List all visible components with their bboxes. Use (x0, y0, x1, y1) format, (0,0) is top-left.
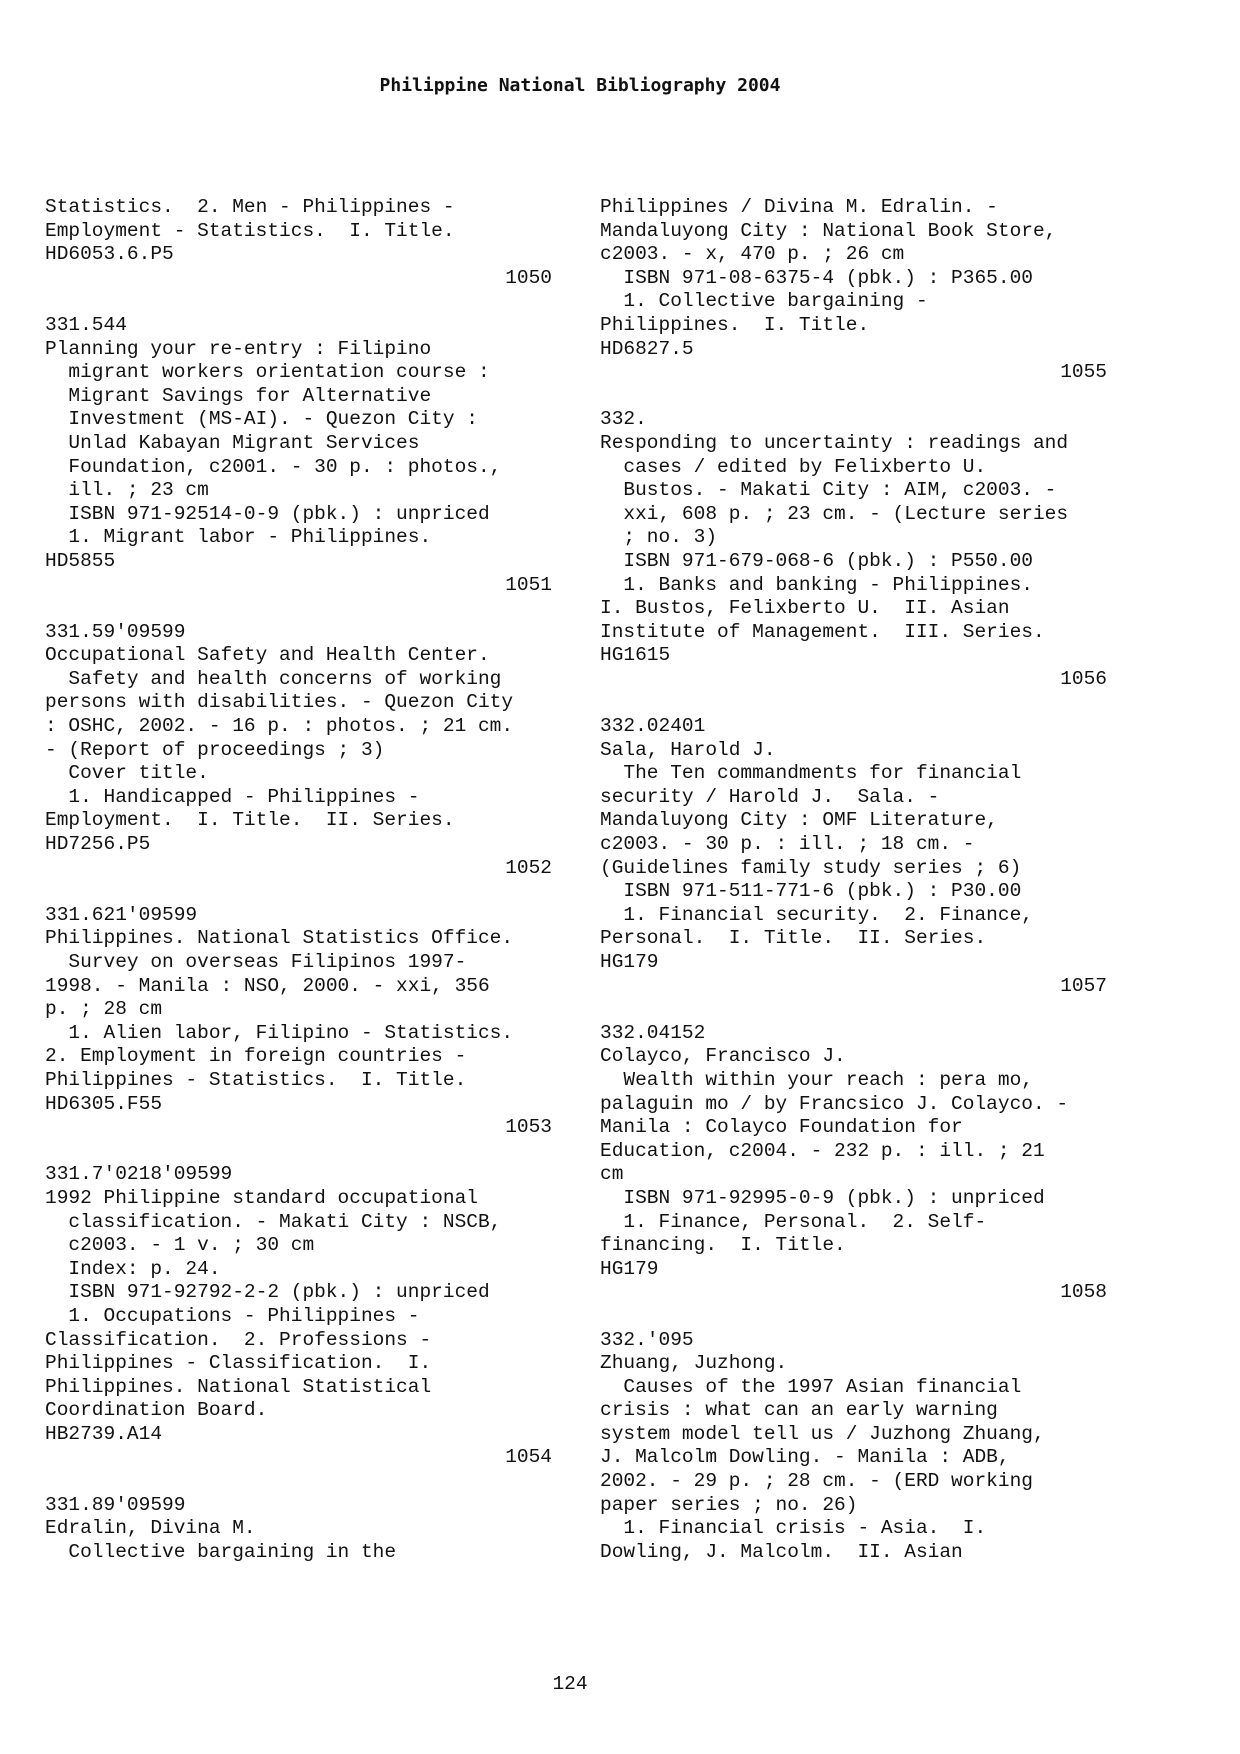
entry-number: 1053 (505, 1116, 552, 1139)
entry-line: HG179 (600, 1257, 659, 1280)
entry-line: 1992 Philippine standard occupational (45, 1186, 478, 1209)
page-number: 124 (552, 1673, 588, 1695)
entry-line: 1. Handicapped - Philippines - (45, 785, 420, 808)
entry-line: ISBN 971-08-6375-4 (pbk.) : P365.00 (600, 266, 1033, 289)
entry-line: p. ; 28 cm (45, 998, 163, 1021)
entry-line: classification. - Makati City : NSCB, (45, 1210, 502, 1233)
entry-line: Investment (MS-AI). - Quezon City : (45, 408, 478, 431)
bibliography-entry (45, 904, 565, 1164)
entry-number: 1056 (1060, 667, 1107, 690)
entry-line: c2003. - x, 470 p. ; 26 cm (600, 243, 905, 266)
entry-line: Safety and health concerns of working (45, 667, 502, 690)
entry-line: security / Harold J. Sala. - (600, 785, 940, 808)
entry-line: migrant workers orientation course : (45, 361, 490, 384)
entry-line: Education, c2004. - 232 p. : ill. ; 21 (600, 1139, 1045, 1162)
entry-line: Mandaluyong City : OMF Literature, (600, 809, 998, 832)
entry-number: 1057 (1060, 974, 1107, 997)
entry-line: HG1615 (600, 644, 671, 667)
bibliography-entry (45, 196, 565, 314)
entry-line: 331.621'09599 (45, 903, 198, 926)
entry-line: 1. Collective bargaining - (600, 290, 928, 313)
entry-line: Planning your re-entry : Filipino (45, 337, 432, 360)
entry-line: Employment - Statistics. I. Title. (45, 219, 455, 242)
entry-line: ISBN 971-92995-0-9 (pbk.) : unpriced (600, 1186, 1045, 1209)
entry-line: Survey on overseas Filipinos 1997- (45, 951, 467, 973)
entry-line: 331.7'0218'09599 (45, 1163, 233, 1186)
entry-line: Wealth within your reach : pera mo, (600, 1068, 1033, 1091)
bibliography-entry (45, 621, 565, 904)
entry-line: 1. Banks and banking - Philippines. (600, 573, 1033, 596)
entry-line: Philippines - Statistics. I. Title. (45, 1068, 467, 1091)
entry-spacer (600, 691, 1120, 715)
entry-line: c2003. - 30 p. : ill. ; 18 cm. - (600, 833, 975, 856)
entry-line: Philippines / Divina M. Edralin. - (600, 196, 998, 218)
entry-line: palaguin mo / by Francsico J. Colayco. - (600, 1092, 1069, 1115)
bibliography-entry (600, 715, 1120, 1022)
entry-number: 1055 (1060, 361, 1107, 384)
entry-line: 1. Alien labor, Filipino - Statistics. (45, 1021, 514, 1044)
entry-line: Classification. 2. Professions - (45, 1328, 432, 1351)
entry-spacer (45, 1470, 565, 1494)
entry-spacer (600, 998, 1120, 1022)
entry-line: J. Malcolm Dowling. - Manila : ADB, (600, 1446, 1010, 1469)
bibliography-entry (45, 314, 565, 621)
entry-line: (Guidelines family study series ; 6) (600, 856, 1022, 879)
entry-line: 331.59'09599 (45, 620, 186, 643)
entry-spacer (600, 385, 1120, 409)
entry-line: Dowling, J. Malcolm. II. Asian (600, 1540, 963, 1563)
entry-line: HB2739.A14 (45, 1422, 163, 1445)
entry-line: xxi, 608 p. ; 23 cm. - (Lecture series (600, 502, 1069, 525)
entry-line: paper series ; no. 26) (600, 1493, 858, 1516)
entry-line: 332.02401 (600, 715, 706, 738)
entry-line: ISBN 971-92514-0-9 (pbk.) : unpriced (45, 502, 490, 525)
entry-number: 1050 (505, 266, 552, 289)
bibliography-entry (600, 1329, 1120, 1565)
entry-line: HD5855 (45, 549, 116, 572)
entry-line: crisis : what can an early warning (600, 1399, 998, 1422)
entry-line: Philippines. National Statistical (45, 1375, 432, 1398)
entry-line: I. Bustos, Felixberto U. II. Asian (600, 597, 1010, 620)
entry-line: 1. Finance, Personal. 2. Self- (600, 1210, 987, 1233)
entry-line: Philippines. National Statistics Office. (45, 927, 514, 950)
entry-line: Collective bargaining in the (45, 1540, 397, 1563)
entry-line: Colayco, Francisco J. (600, 1045, 846, 1068)
entry-line: Manila : Colayco Foundation for (600, 1116, 963, 1139)
entry-spacer (600, 1305, 1120, 1329)
entry-line: Sala, Harold J. (600, 738, 776, 761)
entry-line: 332. (600, 408, 647, 431)
entry-line: Occupational Safety and Health Center. (45, 644, 490, 667)
entry-line: 2002. - 29 p. ; 28 cm. - (ERD working (600, 1470, 1033, 1493)
entry-line: : OSHC, 2002. - 16 p. : photos. ; 21 cm. (45, 715, 514, 738)
entry-line: Edralin, Divina M. (45, 1517, 256, 1540)
entry-line: Migrant Savings for Alternative (45, 384, 432, 407)
entry-line: system model tell us / Juzhong Zhuang, (600, 1422, 1045, 1445)
entry-line: ISBN 971-511-771-6 (pbk.) : P30.00 (600, 880, 1022, 903)
entry-line: 331.544 (45, 313, 127, 336)
entry-line: ISBN 971-92792-2-2 (pbk.) : unpriced (45, 1281, 490, 1304)
entry-number: 1051 (505, 573, 552, 596)
entry-line: HD7256.P5 (45, 833, 151, 856)
entry-spacer (45, 880, 565, 904)
entry-line: ill. ; 23 cm (45, 479, 209, 502)
left-column (45, 196, 565, 1564)
entry-line: Foundation, c2001. - 30 p. : photos., (45, 455, 502, 478)
entry-line: Employment. I. Title. II. Series. (45, 809, 455, 832)
entry-line: 1. Migrant labor - Philippines. (45, 526, 432, 549)
entry-line: Index: p. 24. (45, 1257, 221, 1280)
entry-line: 1. Financial crisis - Asia. I. (600, 1517, 987, 1540)
entry-line: Mandaluyong City : National Book Store, (600, 219, 1057, 242)
entry-line: ; no. 3) (600, 526, 718, 549)
entry-line: Statistics. 2. Men - Philippines - (45, 196, 455, 218)
entry-number: 1058 (1060, 1281, 1107, 1304)
entry-line: Philippines - Classification. I. (45, 1352, 432, 1375)
entry-line: persons with disabilities. - Quezon City (45, 691, 514, 714)
entry-spacer (45, 1140, 565, 1164)
bibliography-entry (600, 408, 1120, 715)
entry-number: 1054 (505, 1446, 552, 1469)
entry-line: Personal. I. Title. II. Series. (600, 927, 987, 950)
entry-line: HD6827.5 (600, 337, 694, 360)
entry-line: 331.89'09599 (45, 1493, 186, 1516)
entry-line: - (Report of proceedings ; 3) (45, 738, 385, 761)
entry-line: Bustos. - Makati City : AIM, c2003. - (600, 479, 1057, 502)
bibliography-entry (45, 1494, 565, 1565)
entry-line: Coordination Board. (45, 1399, 268, 1422)
entry-line: 1. Occupations - Philippines - (45, 1304, 420, 1327)
entry-line: 1. Financial security. 2. Finance, (600, 903, 1033, 926)
entry-line: 332.'095 (600, 1328, 694, 1351)
entry-line: HG179 (600, 951, 659, 973)
entry-line: HD6305.F55 (45, 1092, 163, 1115)
entry-line: 1998. - Manila : NSO, 2000. - xxi, 356 (45, 974, 490, 997)
entry-line: Responding to uncertainty : readings and (600, 431, 1069, 454)
entry-line: 332.04152 (600, 1021, 706, 1044)
entry-line: cm (600, 1163, 624, 1186)
entry-line: Unlad Kabayan Migrant Services (45, 431, 420, 454)
entry-spacer (45, 597, 565, 621)
entry-line: ISBN 971-679-068-6 (pbk.) : P550.00 (600, 549, 1033, 572)
entry-line: c2003. - 1 v. ; 30 cm (45, 1234, 315, 1257)
entry-spacer (45, 290, 565, 314)
entry-line: financing. I. Title. (600, 1234, 846, 1257)
entry-line: cases / edited by Felixberto U. (600, 455, 987, 478)
entry-line: The Ten commandments for financial (600, 762, 1022, 785)
page-title: Philippine National Bibliography 2004 (379, 75, 781, 96)
entry-line: Causes of the 1997 Asian financial (600, 1375, 1022, 1398)
entry-line: Institute of Management. III. Series. (600, 620, 1045, 643)
bibliography-entry (45, 1163, 565, 1493)
entry-number: 1052 (505, 856, 552, 879)
entry-line: HD6053.6.P5 (45, 243, 174, 266)
entry-line: Cover title. (45, 762, 209, 785)
bibliography-entry (600, 196, 1120, 408)
bibliography-entry (600, 1022, 1120, 1329)
right-column (600, 196, 1120, 1564)
entry-line: Zhuang, Juzhong. (600, 1352, 788, 1375)
entry-line: 2. Employment in foreign countries - (45, 1045, 467, 1068)
entry-line: Philippines. I. Title. (600, 313, 870, 336)
